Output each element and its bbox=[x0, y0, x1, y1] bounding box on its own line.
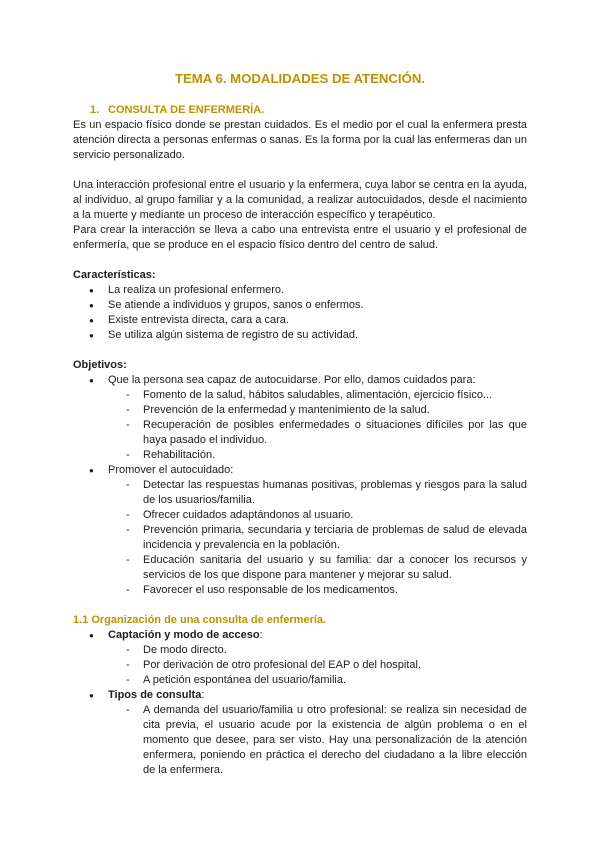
list-item-suffix: : bbox=[259, 629, 263, 641]
list-item-suffix: : bbox=[201, 689, 205, 701]
list-item bbox=[73, 373, 527, 463]
list-item bbox=[73, 463, 527, 598]
list-item-text: Promover el autocuidado: bbox=[108, 464, 234, 476]
intro-paragraph: Es un espacio físico donde se prestan cuidados. Es el medio por el cual la enfermera presta atención directa a personas enfermas o sanas. Es la forma por la cual las enfermeras dan un servicio personalizado. bbox=[73, 119, 527, 161]
sub-list bbox=[108, 643, 527, 688]
section-heading-text: CONSULTA DE ENFERMERÍA. bbox=[108, 104, 265, 116]
list-item: ● Se atiende a individuos y grupos, sanos o enfermos. bbox=[73, 298, 527, 313]
caracteristicas-list bbox=[73, 283, 527, 343]
sub-list-item: - Detectar las respuestas humanas positivas, problemas y riesgos para la salud de los usuarios/familia. bbox=[108, 478, 527, 508]
interview-paragraph: Para crear la interacción se lleva a cabo una entrevista entre el usuario y el profesional de enfermería, que se produce en el espacio físico dentro del centro de salud. bbox=[73, 224, 527, 251]
document-title: TEMA 6. MODALIDADES DE ATENCIÓN. bbox=[174, 71, 426, 86]
list-item: ● Existe entrevista directa, cara a cara. bbox=[73, 313, 527, 328]
sub-list bbox=[108, 478, 527, 598]
sub-list-item: - Educación sanitaria del usuario y su familia: dar a conocer los recursos y servicios de los que dispone para mantener y mejorar su salud. bbox=[108, 553, 527, 583]
list-item: ● La realiza un profesional enfermero. bbox=[73, 283, 527, 298]
sub-list-item: - Favorecer el uso responsable de los medicamentos. bbox=[108, 583, 527, 598]
caracteristicas-label: Características: bbox=[73, 269, 156, 281]
sub-list-item: - Fomento de la salud, hábitos saludables, alimentación, ejercicio físico... bbox=[108, 388, 527, 403]
objetivos-list bbox=[73, 373, 527, 598]
sub-list-item: - Prevención primaria, secundaria y terciaria de problemas de salud de elevada incidencia y prevalencia en la población. bbox=[108, 523, 527, 553]
sub-list-item: - Por derivación de otro profesional del EAP o del hospital. bbox=[108, 658, 527, 673]
sub-list-item: - A demanda del usuario/familia u otro profesional: se realiza sin necesidad de cita previa, el usuario acude por la existencia de algún problema o en el momento que desee, para ser visto. Hay una personalización de la atención enfermera, poniendo en práctica el derecho del ciudadano a la libre elección de la enfermera. bbox=[108, 703, 527, 778]
sub-list bbox=[108, 388, 527, 463]
objetivos-label: Objetivos: bbox=[73, 359, 127, 371]
interaction-paragraph: Una interacción profesional entre el usuario y la enfermera, cuya labor se centra en la ayuda, al individuo, al grupo familiar y a la comunidad, a realizar autocuidados, desde el nacimiento a la muerte y mediante un proceso de interacción específico y terapéutico. bbox=[73, 179, 527, 221]
organizacion-list bbox=[73, 628, 527, 778]
sub-list bbox=[108, 703, 527, 778]
list-item bbox=[73, 628, 527, 688]
sub-list-item: - Recuperación de posibles enfermedades o situaciones difíciles por las que haya pasado el individuo. bbox=[108, 418, 527, 448]
section-number: 1. bbox=[90, 104, 100, 116]
list-item: ● Se utiliza algún sistema de registro de su actividad. bbox=[73, 328, 527, 343]
sub-list-item: - A petición espontánea del usuario/familia. bbox=[108, 673, 527, 688]
sub-list-item: - De modo directo. bbox=[108, 643, 527, 658]
sub-list-item: - Prevención de la enfermedad y mantenimiento de la salud. bbox=[108, 403, 527, 418]
list-item-label: Captación y modo de acceso bbox=[108, 629, 260, 641]
subsection-heading-organizacion: 1.1 Organización de una consulta de enfermería. bbox=[73, 614, 327, 626]
list-item-text: Que la persona sea capaz de autocuidarse. Por ello, damos cuidados para: bbox=[108, 374, 476, 386]
section-heading-consulta bbox=[73, 103, 527, 118]
sub-list-item: - Ofrecer cuidados adaptándonos al usuario. bbox=[108, 508, 527, 523]
list-item bbox=[73, 688, 527, 778]
list-item-label: Tipos de consulta bbox=[108, 689, 202, 701]
sub-list-item: - Rehabilitación. bbox=[108, 448, 527, 463]
